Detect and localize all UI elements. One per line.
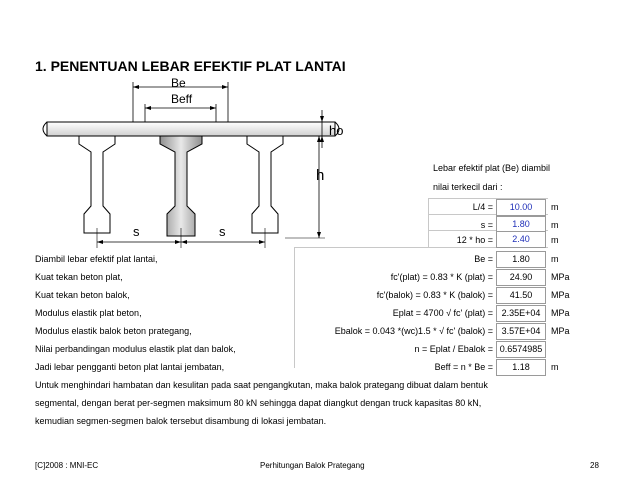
row-formula-be: Be = (474, 254, 493, 264)
row-label-be: Diambil lebar efektif plat lantai, (35, 254, 158, 264)
row-label-n: Nilai perbandingan modulus elastik plat dan balok, (35, 344, 236, 354)
candidate-unit-s: m (551, 220, 559, 230)
paragraph-line-1: Untuk menghindari hambatan dan kesulitan pada saat pengangkutan, maka balok prategang dibuat dalam bentuk (35, 380, 488, 390)
row-label-fc-balok: Kuat tekan beton balok, (35, 290, 130, 300)
row-label-fc-plat: Kuat tekan beton plat, (35, 272, 123, 282)
beff-label: Beff (171, 92, 193, 106)
s-label-right: s (219, 224, 226, 239)
row-label-eplat: Modulus elastik plat beton, (35, 308, 142, 318)
row-formula-fc-plat: fc'(plat) = 0.83 * K (plat) = (390, 272, 493, 282)
bridge-cross-section-diagram (35, 78, 365, 250)
note-line-1: Lebar efektif plat (Be) diambil (433, 163, 551, 173)
candidate-formula-s: s = (480, 220, 493, 230)
row-formula-ebalok: Ebalok = 0.043 *(wc)1.5 * √ fc' (balok) = (334, 326, 493, 336)
row-value-be: 1.80 (496, 251, 546, 268)
page-title: 1. PENENTUAN LEBAR EFEKTIF PLAT LANTAI (35, 58, 346, 74)
ho-label: ho (329, 123, 344, 138)
row-unit-beff: m (551, 362, 559, 372)
row-value-eplat: 2.35E+04 (496, 305, 546, 322)
row-formula-eplat: Eplat = 4700 √ fc' (plat) = (392, 308, 493, 318)
row-unit-eplat: MPa (551, 308, 570, 318)
row-label-beff: Jadi lebar pengganti beton plat lantai jembatan, (35, 362, 225, 372)
footer-page-number: 28 (590, 461, 599, 470)
row-unit-be: m (551, 254, 559, 264)
note-line-2: nilai terkecil dari : (433, 182, 503, 192)
h-label: h (316, 167, 325, 184)
row-value-fc-balok: 41.50 (496, 287, 546, 304)
row-formula-fc-balok: fc'(balok) = 0.83 * K (balok) = (376, 290, 493, 300)
row-value-fc-plat: 24.90 (496, 269, 546, 286)
footer-title: Perhitungan Balok Prategang (260, 461, 365, 470)
row-formula-n: n = Eplat / Ebalok = (414, 344, 493, 354)
candidate-formula-12ho: 12 * ho = (456, 235, 493, 245)
s-label-left: s (133, 224, 140, 239)
candidate-value-s: 1.80 (496, 216, 546, 233)
footer-copyright: [C]2008 : MNI-EC (35, 461, 99, 470)
paragraph-line-2: segmental, dengan berat per-segmen maksimum 80 kN sehingga dapat diangkut dengan truck kapasitas 80 kN, (35, 398, 482, 408)
candidate-value-12ho: 2.40 (496, 231, 546, 248)
candidate-unit-12ho: m (551, 235, 559, 245)
row-unit-fc-balok: MPa (551, 290, 570, 300)
candidate-unit-l4: m (551, 202, 559, 212)
candidate-value-l4: 10.00 (496, 199, 546, 216)
row-unit-fc-plat: MPa (551, 272, 570, 282)
candidate-formula-l4: L/4 = (472, 202, 493, 212)
paragraph-line-3: kemudian segmen-segmen balok tersebut disambung di lokasi jembatan. (35, 416, 327, 426)
row-label-ebalok: Modulus elastik balok beton prategang, (35, 326, 192, 336)
row-value-beff: 1.18 (496, 359, 546, 376)
row-value-ebalok: 3.57E+04 (496, 323, 546, 340)
row-formula-beff: Beff = n * Be = (434, 362, 493, 372)
row-unit-ebalok: MPa (551, 326, 570, 336)
be-label: Be (171, 78, 186, 90)
row-value-n: 0.6574985 (496, 341, 546, 358)
